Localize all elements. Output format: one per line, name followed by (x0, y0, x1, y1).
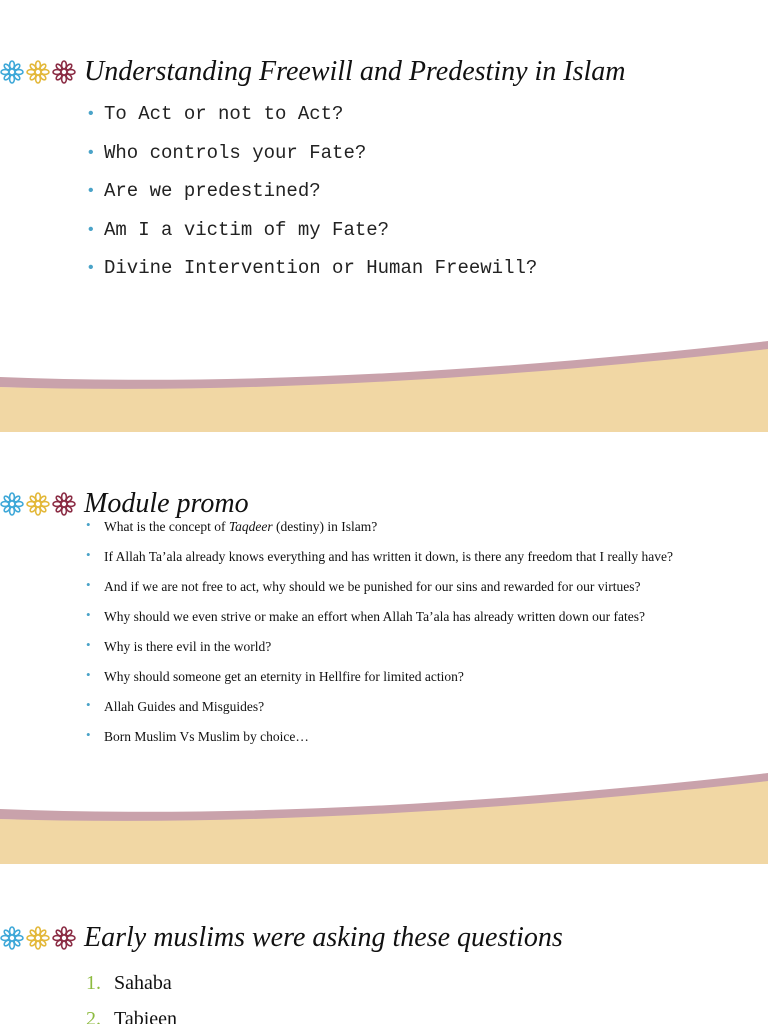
flower-gold-icon (26, 60, 50, 84)
list-item: • Are we predestined? (86, 181, 537, 201)
list-item: • Divine Intervention or Human Freewill? (86, 258, 537, 278)
list-item: • Allah Guides and Misguides? (86, 698, 686, 715)
slide-1-bullet-list (86, 104, 537, 297)
list-item: • Why should someone get an eternity in Hellfire for limited action? (86, 668, 686, 685)
flower-blue-icon (0, 60, 24, 84)
list-item-text: Tabieen (114, 1008, 178, 1024)
list-item: • If Allah Ta’ala already knows everything and has written it down, is there any freedom that I really have? (86, 548, 686, 565)
list-item: • Who controls your Fate? (86, 143, 537, 163)
flower-gold-icon (26, 492, 50, 516)
slide-2-title: Module promo (84, 488, 249, 519)
slide-2-bullet-list (86, 518, 686, 758)
slide-1-title-row (0, 56, 626, 88)
slide-1-title: Understanding Freewill and Predestiny in Islam (84, 56, 626, 87)
list-item: • Am I a victim of my Fate? (86, 220, 537, 240)
list-item: • Why should we even strive or make an effort when Allah Ta’ala has already written down our fates? (86, 608, 686, 625)
flower-blue-icon (0, 492, 24, 516)
slide-3-title: Early muslims were asking these questions (84, 922, 563, 953)
list-number: 1. (86, 972, 101, 994)
slide-2-title-row (0, 488, 249, 520)
flower-blue-icon (0, 926, 24, 950)
taqdeer-term: Taqdeer (228, 519, 273, 534)
list-item (86, 970, 177, 996)
slide-3-numbered-list (86, 970, 177, 1024)
slide-2 (0, 432, 768, 864)
slide-3-title-row (0, 922, 563, 954)
list-item (86, 1006, 177, 1024)
list-item: • And if we are not free to act, why should we be punished for our sins and rewarded for our virtues? (86, 578, 686, 595)
slide-3 (0, 864, 768, 1024)
flower-ornament (0, 492, 78, 516)
flower-maroon-icon (52, 926, 76, 950)
list-item-text: Sahaba (114, 972, 172, 994)
list-number: 2. (86, 1008, 101, 1024)
list-item (86, 518, 686, 535)
slide-1 (0, 0, 768, 432)
flower-gold-icon (26, 926, 50, 950)
list-item: • Born Muslim Vs Muslim by choice… (86, 728, 686, 745)
slide-2-wave-decoration (0, 767, 768, 864)
flower-maroon-icon (52, 60, 76, 84)
bullet-text-pre: What is the concept of (104, 519, 229, 534)
list-item: • Why is there evil in the world? (86, 638, 686, 655)
list-item: • To Act or not to Act? (86, 104, 537, 124)
flower-ornament (0, 926, 78, 950)
flower-maroon-icon (52, 492, 76, 516)
flower-ornament (0, 60, 78, 84)
slide-1-wave-decoration (0, 335, 768, 432)
bullet-text-post: (destiny) in Islam? (272, 519, 378, 534)
